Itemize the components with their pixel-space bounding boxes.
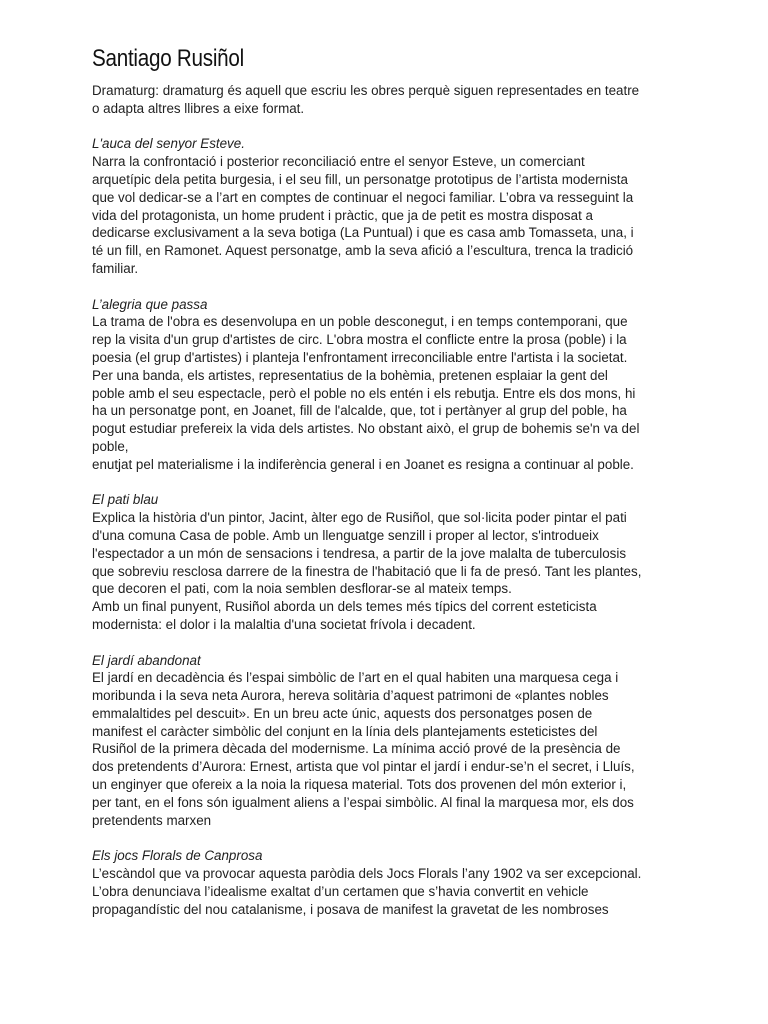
document-title: Santiago Rusiñol xyxy=(92,45,244,72)
section-heading: El pati blau xyxy=(92,492,159,508)
paragraph-line: l'espectador a un món de sensacions i tendresa, a partir de la jove malalta de tuberculosis xyxy=(92,545,627,561)
section-heading: Els jocs Florals de Canprosa xyxy=(92,848,263,864)
paragraph-line: pogut estudiar prefereix la vida dels artistes. No obstant això, el grup de bohemis se'n va del xyxy=(92,421,640,437)
paragraph-line: modernista: el dolor i la malaltia d'una societat frívola i decadent. xyxy=(92,616,476,632)
section-paragraph xyxy=(92,509,682,634)
section-paragraph xyxy=(92,865,682,918)
paragraph-line: Explica la història d'un pintor, Jacint, àlter ego de Rusiñol, que sol·licita poder pintar el pati xyxy=(92,510,627,526)
paragraph-line: arquetípic dela petita burgesia, i el seu fill, un personatge prototipus de l’artista modernista xyxy=(92,171,628,187)
paragraph-line: per tant, en el fons són igualment aliens a l’espai simbòlic. Al final la marquesa mor, els dos xyxy=(92,794,634,810)
paragraph-line: L’escàndol que va provocar aquesta paròdia dels Jocs Florals l’any 1902 va ser excepcional. xyxy=(92,866,642,882)
paragraph-line: manifest el caràcter simbòlic del conjunt en la línia dels plantejaments esteticistes del xyxy=(92,723,598,739)
paragraph-line: L’obra denunciava l’idealisme exaltat d’un certamen que s’havia convertit en vehicle xyxy=(92,883,589,899)
section-heading: L'auca del senyor Esteve. xyxy=(92,136,245,152)
paragraph-line: que sobreviu resclosa darrere de la finestra de l'habitació que li fa de presó. Tant les plantes, xyxy=(92,563,642,579)
document-page xyxy=(92,44,682,918)
paragraph-line: poble amb el seu espectacle, però el poble no els entén i els rebutja. Entre els dos mons, hi xyxy=(92,385,636,401)
paragraph-line: Amb un final punyent, Rusiñol aborda un dels temes més típics del corrent esteticista xyxy=(92,599,597,615)
paragraph-line: rep la visita d'un grup d'artistes de circ. L'obra mostra el conflicte entre la prosa (poble) i la xyxy=(92,332,627,348)
paragraph-line: Rusiñol de la primera dècada del modernisme. La mínima acció prové de la presència de xyxy=(92,741,621,757)
sections-container xyxy=(92,135,682,918)
paragraph-line: dos pretendents d’Aurora: Ernest, artista que vol pintar el jardí i endur-se’n el secret, i Lluís, xyxy=(92,759,635,775)
section-paragraph xyxy=(92,313,682,473)
intro-line: Dramaturg: dramaturg és aquell que escriu les obres perquè siguen representades en teatre xyxy=(92,83,640,98)
paragraph-line: que vol dedicar-se a l’art en comptes de continuar el negoci familiar. L’obra va resseguint la xyxy=(92,189,634,205)
intro-line: o adapta altres llibres a eixe format. xyxy=(92,100,305,116)
paragraph-line: Per una banda, els artistes, representatius de la bohèmia, pretenen esplaiar la gent del xyxy=(92,367,608,383)
paragraph-line: enutjat pel materialisme i la indiferència general i en Joanet es resigna a continuar al poble. xyxy=(92,456,634,472)
section-paragraph xyxy=(92,153,682,278)
paragraph-line: emmalaltides pel descuit». En un breu acte únic, aquests dos personatges posen de xyxy=(92,705,593,721)
section xyxy=(92,491,682,633)
paragraph-line: ha un personatge pont, en Joanet, fill de l'alcalde, que, tot i pertànyer al grup del poble, ha xyxy=(92,403,627,419)
section xyxy=(92,296,682,474)
section xyxy=(92,847,682,918)
paragraph-line: moribunda i la seva neta Aurora, hereva solitària d’aquest patrimoni de «plantes nobles xyxy=(92,688,609,704)
paragraph-line: Narra la confrontació i posterior reconciliació entre el senyor Esteve, un comerciant xyxy=(92,154,585,170)
section-paragraph xyxy=(92,669,682,829)
paragraph-line: La trama de l'obra es desenvolupa en un poble desconegut, i en temps contemporani, que xyxy=(92,314,628,330)
paragraph-line: dedicarse exclusivament a la seva botiga (La Puntual) i que es casa amb Tomasseta, una, i xyxy=(92,225,634,241)
paragraph-line: un enginyer que ofereix a la noia la riquesa material. Tots dos provenen del món exterior i, xyxy=(92,777,627,793)
paragraph-line: poesia (el grup d'artistes) i planteja l'enfrontament irreconciliable entre l'artista i la societat. xyxy=(92,349,628,365)
section xyxy=(92,652,682,830)
section xyxy=(92,135,682,277)
paragraph-line: té un fill, en Ramonet. Aquest personatge, amb la seva afició a l’escultura, trenca la tradició xyxy=(92,243,634,259)
paragraph-line: El jardí en decadència és l’espai simbòlic de l’art en el qual habiten una marquesa cega i xyxy=(92,670,619,686)
paragraph-line: vida del protagonista, un home prudent i pràctic, que ja de petit es mostra disposat a xyxy=(92,207,593,223)
section-heading: L’alegria que passa xyxy=(92,296,208,312)
paragraph-line: familiar. xyxy=(92,260,139,276)
paragraph-line: pretendents marxen xyxy=(92,812,212,828)
paragraph-line: propagandístic del nou catalanisme, i posava de manifest la gravetat de les nombroses xyxy=(92,901,609,917)
intro-paragraph xyxy=(92,82,682,118)
paragraph-line: poble, xyxy=(92,438,129,454)
section-heading: El jardí abandonat xyxy=(92,652,201,668)
paragraph-line: que decoren el pati, com la noia semblen desflorar-se al mateix temps. xyxy=(92,581,512,597)
paragraph-line: d'una comuna Casa de poble. Amb un llenguatge senzill i proper al lector, s'introdueix xyxy=(92,527,599,543)
